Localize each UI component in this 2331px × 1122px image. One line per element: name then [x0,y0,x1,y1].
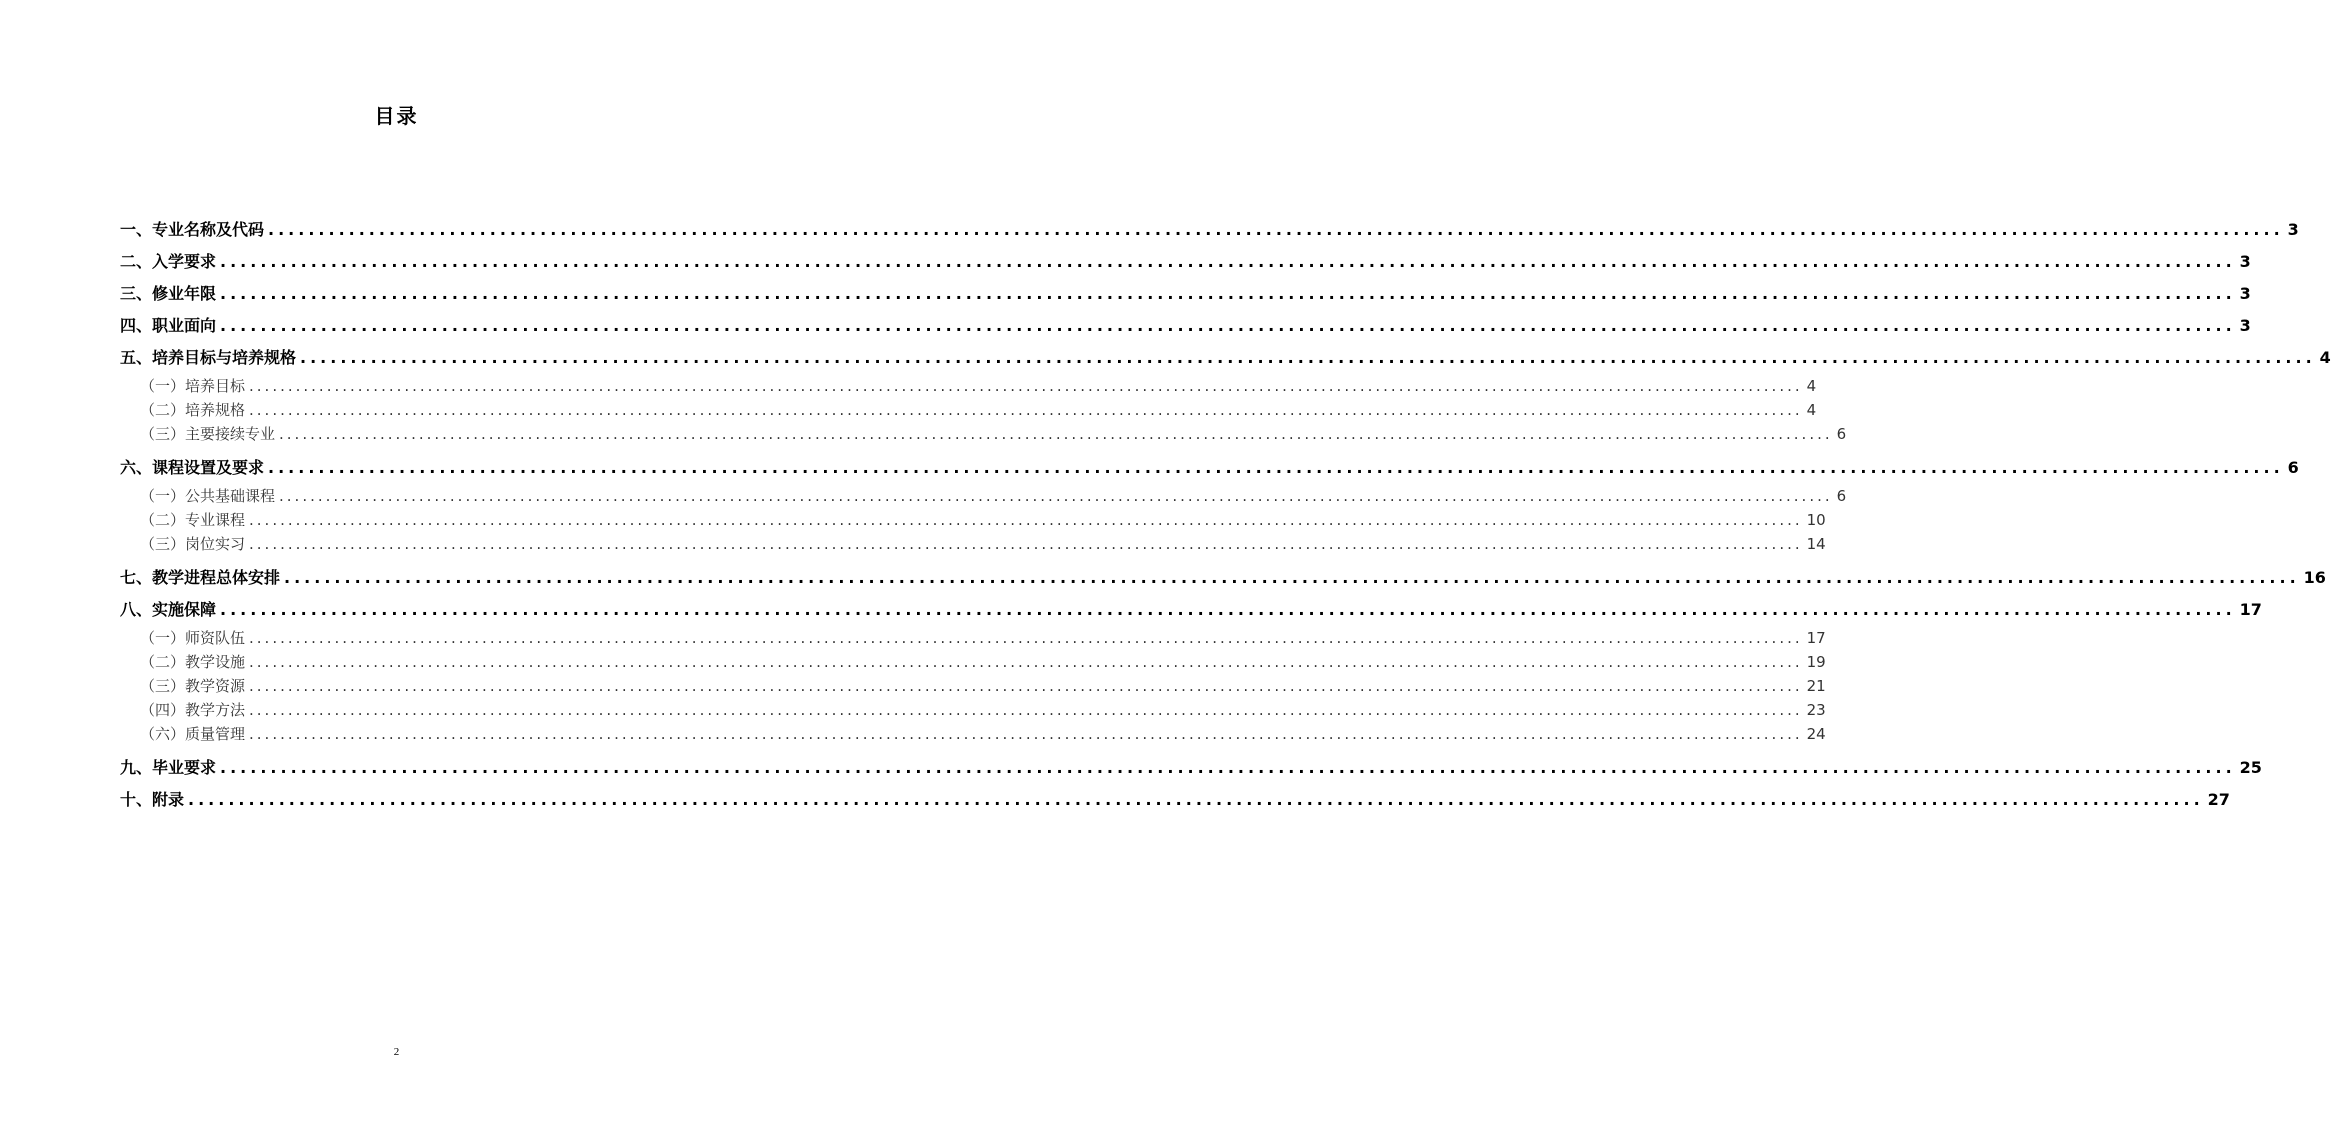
page-number: 2 [393,1046,400,1058]
toc-chapter-entry[interactable] [120,342,2331,374]
toc-dot-leader: ........................................................................................................................................................................................................ [249,701,1803,719]
toc-dot-leader: ........................................................................................................................................................................................................ [249,377,1803,395]
toc-section-entry[interactable] [120,650,1826,674]
toc-dot-leader: ........................................................................................................................................................................................................ [249,629,1803,647]
toc-dot-leader: ........................................................................................................................................................................................................ [284,568,2300,587]
toc-chapter-entry[interactable] [120,246,2251,278]
toc-dot-leader: ........................................................................................................................................................................................................ [220,758,2236,777]
toc-dot-leader: ........................................................................................................................................................................................................ [268,458,2284,477]
toc-page-number: 6 [2287,458,2299,477]
toc-entry-label: 五、培养目标与培养规格 [120,348,297,367]
toc-page-number: 19 [1806,653,1826,671]
toc-entry-label: （六）质量管理 [140,725,246,743]
page-title: 目录 [374,104,419,128]
toc-dot-leader: ........................................................................................................................................................................................................ [300,348,2316,367]
toc-dot-leader: ........................................................................................................................................................................................................ [188,790,2204,809]
toc-chapter-entry[interactable] [120,278,2251,310]
toc-page-number: 4 [2319,348,2331,367]
toc-page-number: 4 [1806,401,1817,419]
toc-chapter-entry[interactable] [120,214,2299,246]
toc-dot-leader: ........................................................................................................................................................................................................ [249,653,1803,671]
toc-page-number: 4 [1806,377,1817,395]
toc-section-entry[interactable] [120,508,1826,532]
toc-page-number: 14 [1806,535,1826,553]
toc-page-number: 6 [1836,425,1847,443]
toc-page-number: 16 [2303,568,2326,587]
toc-entry-label: （二）教学设施 [140,653,246,671]
toc-entry-label: 六、课程设置及要求 [120,458,265,477]
toc-page-number: 17 [2239,600,2262,619]
toc-dot-leader: ........................................................................................................................................................................................................ [279,487,1833,505]
toc-section-entry[interactable] [120,532,1826,556]
toc-entry-label: 三、修业年限 [120,284,217,303]
toc-entry-label: 九、毕业要求 [120,758,217,777]
toc-dot-leader: ........................................................................................................................................................................................................ [249,677,1803,695]
toc-page-number: 6 [1836,487,1847,505]
toc-chapter-entry[interactable] [120,562,2326,594]
toc-chapter-entry[interactable] [120,752,2262,784]
toc-entry-label: （一）培养目标 [140,377,246,395]
toc-entry-label: （三）岗位实习 [140,535,246,553]
toc-chapter-entry[interactable] [120,594,2262,626]
toc-chapter-entry[interactable] [120,784,2230,816]
toc-page-number: 17 [1806,629,1826,647]
toc-dot-leader: ........................................................................................................................................................................................................ [220,252,2236,271]
toc-chapter-entry[interactable] [120,452,2299,484]
toc-entry-label: 四、职业面向 [120,316,217,335]
toc-section-entry[interactable] [120,484,1847,508]
toc-entry-label: （三）主要接续专业 [140,425,276,443]
toc-dot-leader: ........................................................................................................................................................................................................ [249,725,1803,743]
toc-entry-label: 十、附录 [120,790,185,809]
toc-entry-label: （二）专业课程 [140,511,246,529]
toc-page-number: 3 [2239,252,2251,271]
toc-entry-label: 八、实施保障 [120,600,217,619]
toc-page-number: 3 [2239,316,2251,335]
toc-entry-label: （一）师资队伍 [140,629,246,647]
toc-page-number: 10 [1806,511,1826,529]
toc-dot-leader: ........................................................................................................................................................................................................ [249,401,1803,419]
toc-section-entry[interactable] [120,722,1826,746]
toc-chapter-entry[interactable] [120,310,2251,342]
toc-page-number: 25 [2239,758,2262,777]
toc-entry-label: （三）教学资源 [140,677,246,695]
toc-dot-leader: ........................................................................................................................................................................................................ [268,220,2284,239]
toc-dot-leader: ........................................................................................................................................................................................................ [249,511,1803,529]
toc-section-entry[interactable] [120,674,1826,698]
toc-dot-leader: ........................................................................................................................................................................................................ [220,316,2236,335]
toc-dot-leader: ........................................................................................................................................................................................................ [279,425,1833,443]
toc-page-number: 27 [2207,790,2230,809]
toc-entry-label: （四）教学方法 [140,701,246,719]
toc-page-number: 24 [1806,725,1826,743]
toc-page-number: 23 [1806,701,1826,719]
toc-section-entry[interactable] [120,626,1826,650]
toc-dot-leader: ........................................................................................................................................................................................................ [220,600,2236,619]
toc-entry-label: 二、入学要求 [120,252,217,271]
toc-section-entry[interactable] [120,698,1826,722]
toc-entry-label: 一、专业名称及代码 [120,220,265,239]
toc-section-entry[interactable] [120,374,1817,398]
toc-dot-leader: ........................................................................................................................................................................................................ [249,535,1803,553]
toc-page-number: 3 [2287,220,2299,239]
toc-entry-label: 七、教学进程总体安排 [120,568,281,587]
toc-entry-label: （一）公共基础课程 [140,487,276,505]
toc-dot-leader: ........................................................................................................................................................................................................ [220,284,2236,303]
toc-entry-label: （二）培养规格 [140,401,246,419]
toc-section-entry[interactable] [120,422,1847,446]
toc-section-entry[interactable] [120,398,1817,422]
toc-page-number: 3 [2239,284,2251,303]
toc-page-number: 21 [1806,677,1826,695]
table-of-contents [120,214,2331,816]
